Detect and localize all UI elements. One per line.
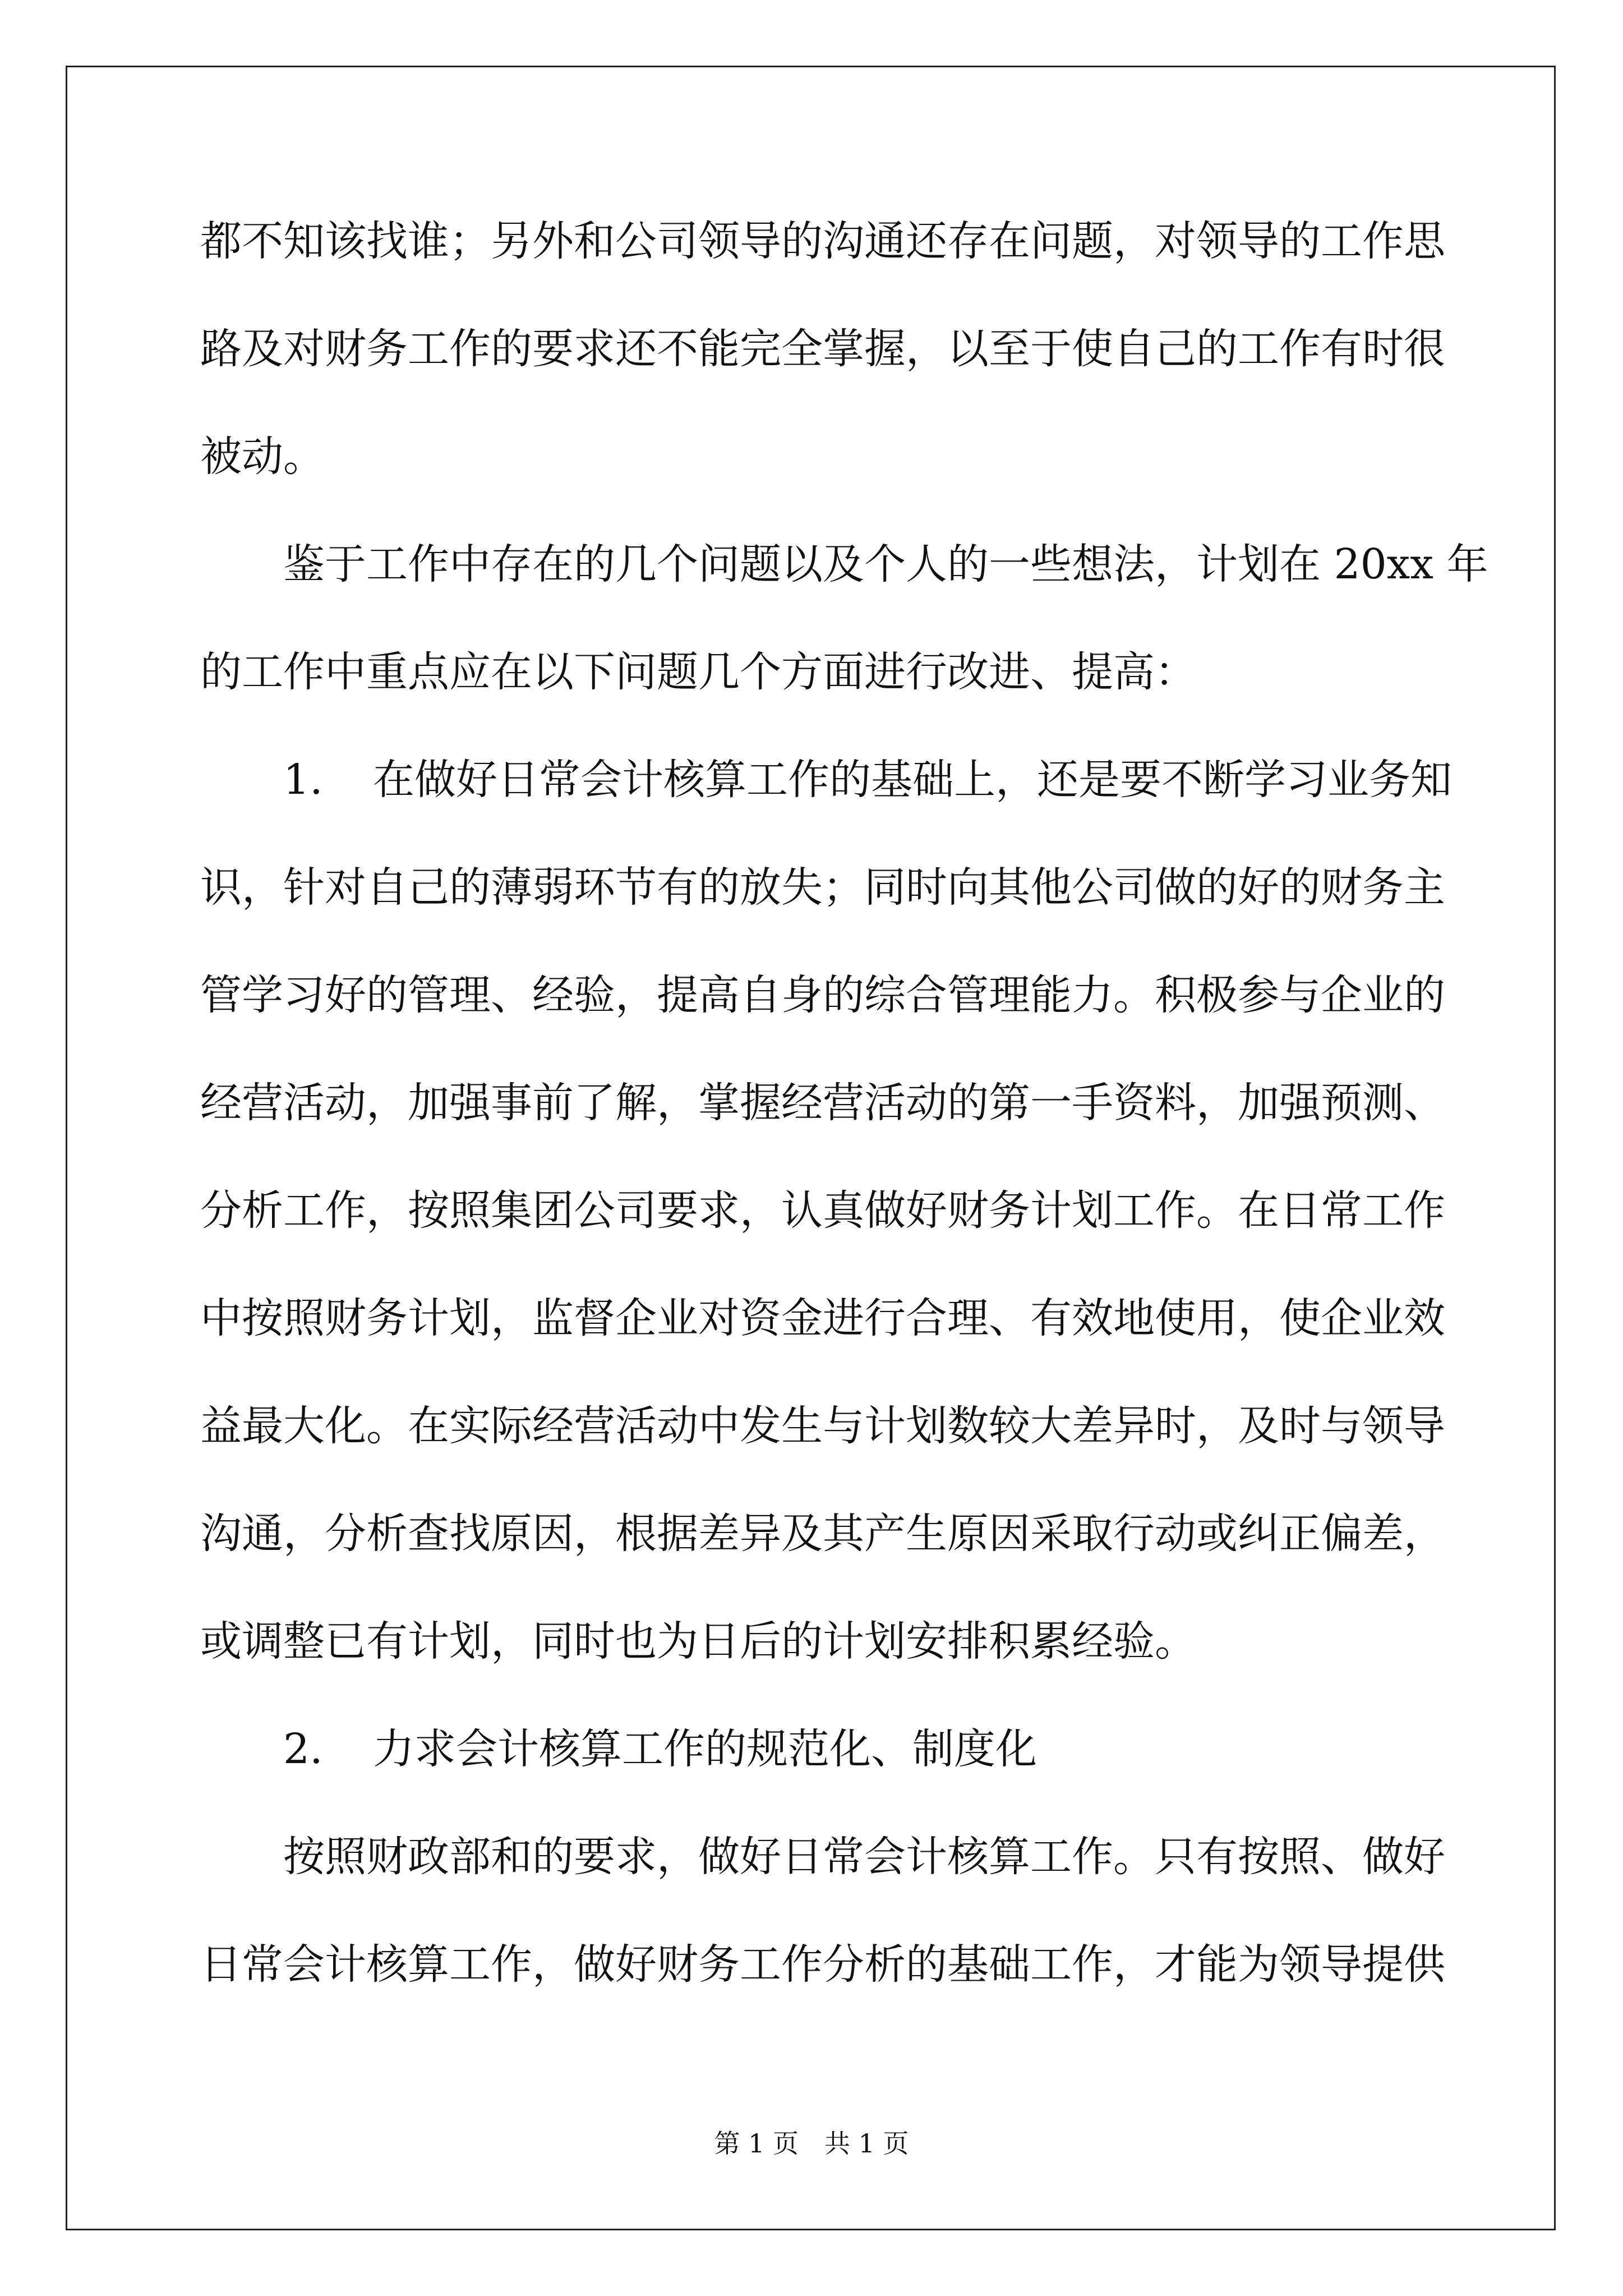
- text-line: 的工作中重点应在以下问题几个方面进行改进、提高：: [200, 648, 1196, 696]
- list-item-1: [283, 746, 1452, 813]
- text-line: 都不知该找谁；另外和公司领导的沟通还存在问题，对领导的工作思: [200, 217, 1445, 265]
- text-line: 识，针对自己的薄弱环节有的放失；同时向其他公司做的好的财务主: [200, 863, 1445, 912]
- text-line: 益最大化。在实际经营活动中发生与计划数较大差异时，及时与领导: [200, 1402, 1445, 1450]
- text-line: 或调整已有计划，同时也为日后的计划安排积累经验。: [200, 1617, 1196, 1665]
- text-line: 日常会计核算工作，做好财务工作分析的基础工作，才能为领导提供: [200, 1940, 1445, 1989]
- text-line: 经营活动，加强事前了解，掌握经营活动的第一手资料，加强预测、: [200, 1079, 1445, 1127]
- text-line: 分析工作，按照集团公司要求，认真做好财务计划工作。在日常工作: [200, 1186, 1445, 1235]
- list-number: 1.: [283, 756, 323, 804]
- paragraph-first-line: 鉴于工作中存在的几个问题以及个人的一些想法，计划在 20xx 年: [283, 540, 1488, 588]
- text-line: 管学习好的管理、经验，提高自身的综合管理能力。积极参与企业的: [200, 971, 1445, 1019]
- text-line: 沟通，分析查找原因，根据差异及其产生原因采取行动或纠正偏差，: [200, 1510, 1445, 1558]
- list-item-2: [283, 1715, 1037, 1783]
- text-line: 被动。: [200, 432, 325, 481]
- list-item-text: 在做好日常会计核算工作的基础上，还是要不断学习业务知: [373, 756, 1452, 804]
- page-border: [66, 66, 1556, 2230]
- text-line: 中按照财务计划，监督企业对资金进行合理、有效地使用，使企业效: [200, 1294, 1445, 1342]
- paragraph-first-line: 按照财政部和的要求，做好日常会计核算工作。只有按照、做好: [283, 1833, 1445, 1881]
- page-footer: 第 1 页 共 1 页: [714, 2128, 909, 2159]
- text-line: 路及对财务工作的要求还不能完全掌握，以至于使自己的工作有时很: [200, 325, 1445, 373]
- list-number: 2.: [283, 1725, 323, 1773]
- list-item-text: 力求会计核算工作的规范化、制度化: [373, 1725, 1037, 1773]
